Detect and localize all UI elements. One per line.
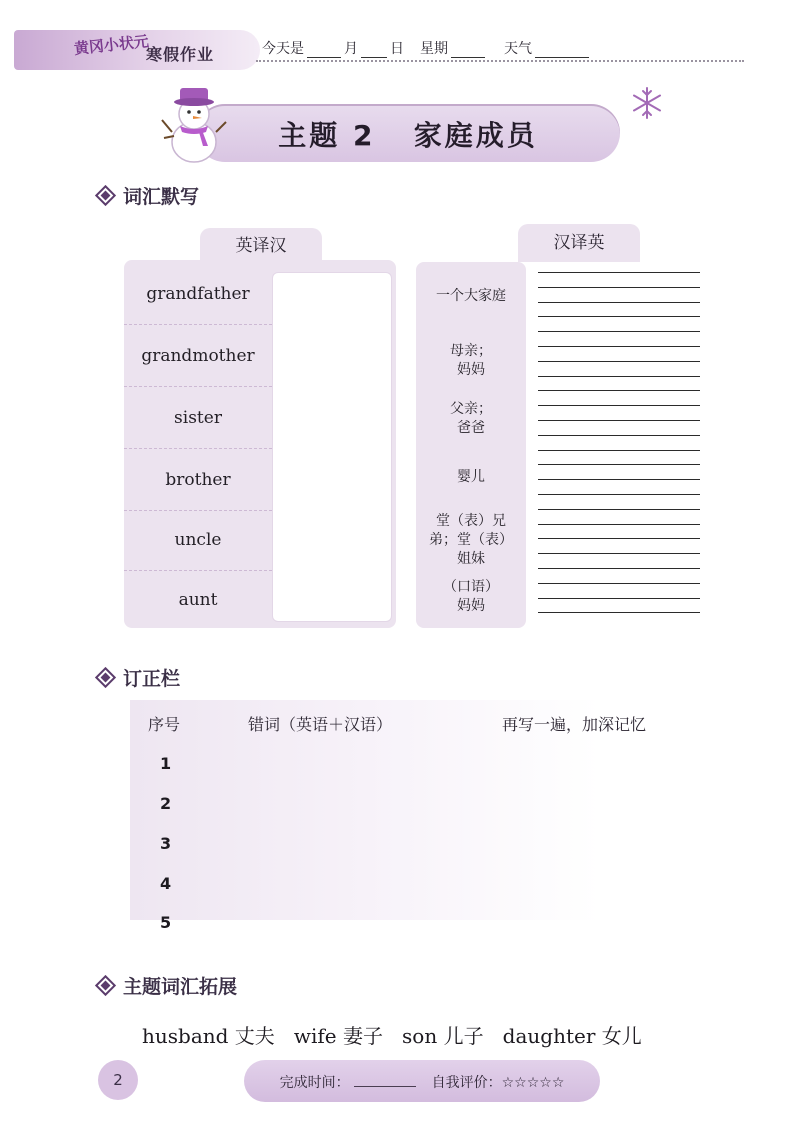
page-title: 主题 2 家庭成员 (278, 119, 538, 152)
rating-stars[interactable]: ☆☆☆☆☆ (501, 1075, 565, 1091)
writing-line[interactable] (538, 405, 700, 406)
writing-line[interactable] (538, 316, 700, 317)
day-label: 日 (390, 41, 404, 57)
diamond-bullet-icon (95, 667, 116, 688)
writing-line[interactable] (538, 494, 700, 495)
day-blank[interactable] (361, 43, 387, 58)
writing-line[interactable] (538, 568, 700, 569)
weekday-blank[interactable] (451, 43, 485, 58)
en-to-zh-answer-area[interactable] (272, 272, 392, 622)
writing-line[interactable] (538, 272, 700, 273)
vocab-word-zh: 堂（表）兄 弟；堂（表） 姐妹 (429, 513, 513, 567)
correction-row-number: 4 (160, 874, 172, 893)
series-title: 寒假作业 (146, 45, 215, 64)
vocab-word-zh: 婴儿 (457, 469, 485, 485)
vocab-word: sister (124, 388, 272, 449)
completion-time-blank[interactable] (354, 1074, 416, 1087)
vocab-word: uncle (124, 510, 272, 571)
writing-line[interactable] (538, 598, 700, 599)
date-weather-fields (262, 38, 592, 58)
tab-en-to-zh: 英译汉 (200, 228, 322, 264)
weather-label: 天气 (504, 41, 532, 57)
month-blank[interactable] (307, 43, 341, 58)
snowflake-icon (630, 86, 664, 120)
correction-row-number: 1 (160, 754, 172, 773)
diamond-bullet-icon (95, 975, 116, 996)
writing-line[interactable] (538, 346, 700, 347)
col-header-rewrite: 再写一遍，加深记忆 (502, 715, 647, 734)
writing-line[interactable] (538, 361, 700, 362)
completion-time-label: 完成时间： (279, 1075, 350, 1091)
today-label: 今天是 (262, 41, 304, 57)
section-correction-title: 订正栏 (123, 668, 181, 690)
vocab-word-zh: （口语） 妈妈 (443, 579, 499, 614)
col-header-index: 序号 (148, 715, 181, 734)
writing-line[interactable] (538, 376, 700, 377)
month-label: 月 (344, 41, 358, 57)
writing-line[interactable] (538, 420, 700, 421)
correction-row-number: 2 (160, 794, 172, 813)
self-eval-label: 自我评价： (431, 1075, 502, 1091)
section-vocab-title: 词汇默写 (123, 186, 200, 208)
vocab-word: grandfather (124, 264, 272, 325)
writing-line[interactable] (538, 612, 700, 613)
col-header-wrong-word: 错词（英语＋汉语） (248, 715, 393, 734)
writing-line[interactable] (538, 390, 700, 391)
brand-logo: 黄冈小状元 (73, 32, 150, 58)
snowman-icon (158, 80, 228, 164)
weather-blank[interactable] (535, 43, 589, 58)
writing-line[interactable] (538, 583, 700, 584)
writing-line[interactable] (538, 538, 700, 539)
writing-line[interactable] (538, 435, 700, 436)
vocab-word-zh: 母亲； 妈妈 (450, 343, 492, 378)
header-divider (256, 60, 744, 62)
writing-line[interactable] (538, 302, 700, 303)
extension-vocab-line: husband 丈夫 wife 妻子 son 儿子 daughter 女儿 (142, 1024, 642, 1048)
writing-line[interactable] (538, 464, 700, 465)
footer-fields (244, 1072, 600, 1092)
vocab-word: grandmother (124, 326, 272, 387)
tab-zh-to-en: 汉译英 (518, 224, 640, 262)
page-number: 2 (98, 1060, 138, 1100)
diamond-bullet-icon (95, 185, 116, 206)
section-correction-heading (94, 664, 180, 691)
correction-row-number: 5 (160, 913, 172, 932)
section-vocab-heading (94, 182, 199, 209)
writing-line[interactable] (538, 509, 700, 510)
writing-line[interactable] (538, 479, 700, 480)
writing-line[interactable] (538, 287, 700, 288)
vocab-word-zh: 一个大家庭 (436, 288, 506, 304)
writing-line[interactable] (538, 331, 700, 332)
weekday-label: 星期 (420, 41, 448, 57)
section-extension-title: 主题词汇拓展 (123, 976, 238, 998)
vocab-word: brother (124, 450, 272, 511)
section-extension-heading (94, 972, 237, 999)
correction-row-number: 3 (160, 834, 172, 853)
vocab-word: aunt (178, 590, 218, 610)
vocab-word-zh: 父亲； 爸爸 (450, 401, 492, 436)
writing-line[interactable] (538, 553, 700, 554)
zh-to-en-panel (416, 262, 526, 628)
writing-line[interactable] (538, 450, 700, 451)
writing-line[interactable] (538, 524, 700, 525)
